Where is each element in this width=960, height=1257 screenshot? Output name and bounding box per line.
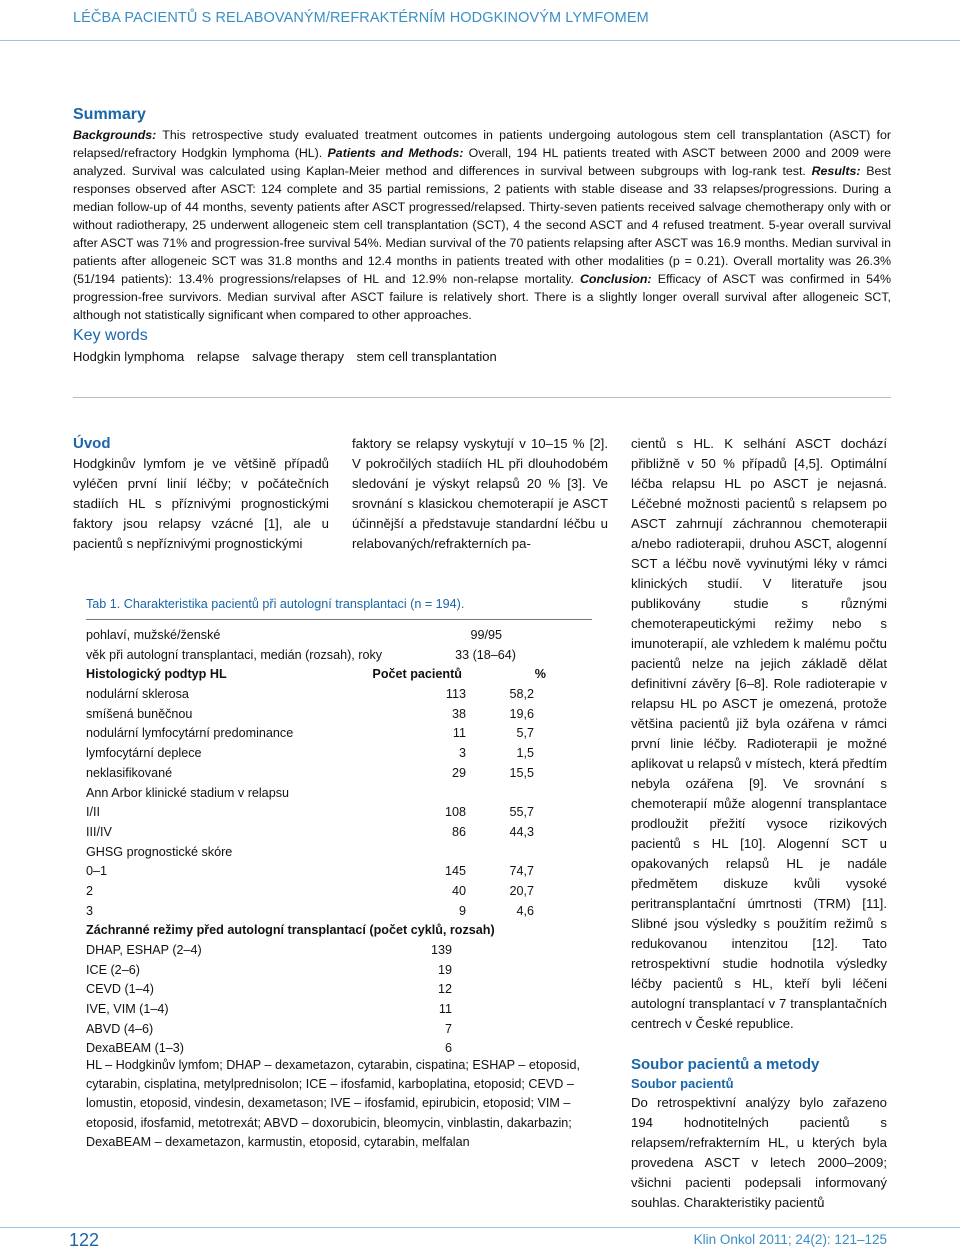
- table-row: [86, 803, 606, 823]
- table-row: [86, 941, 606, 961]
- row-label: III/IV: [86, 824, 112, 839]
- table-row: [86, 646, 606, 666]
- keyword: salvage therapy: [252, 349, 344, 364]
- row-percent: 55,7: [509, 805, 534, 820]
- row-label: ICE (2–6): [86, 962, 140, 977]
- table-row: [86, 724, 606, 744]
- row-percent: 15,5: [509, 765, 534, 780]
- group-label: Záchranné režimy před autologní transplantací (počet cyklů, rozsah): [86, 923, 495, 938]
- group-label: GHSG prognostické skóre: [86, 844, 233, 859]
- methods-section-title: Soubor pacientů a metody: [631, 1056, 820, 1073]
- text-column-2: [352, 434, 608, 554]
- keywords-section: [73, 327, 891, 364]
- table-row: [86, 961, 606, 981]
- row-percent: 1,5: [516, 746, 534, 761]
- header-rule: [0, 40, 960, 41]
- keywords-list: [73, 349, 891, 364]
- row-count: 139: [430, 943, 452, 957]
- summary-section: [73, 106, 891, 324]
- row-label: IVE, VIM (1–4): [86, 1002, 169, 1017]
- running-title: LÉČBA PACIENTŮ S RELABOVANÝM/REFRAKTÉRNÍM HODGKINOVÝM LYMFOMEM: [73, 10, 649, 26]
- summary-body: [73, 126, 891, 324]
- table-rule: [86, 619, 592, 620]
- row-percent: 20,7: [509, 883, 534, 898]
- table-group-row: [86, 784, 606, 804]
- table-footnote: HL – Hodgkinův lymfom; DHAP – dexametazon, cytarabin, cispatina; ESHAP – etoposid, cytarabin, cisplatina, metylprednisolon; ICE – ifosfamid, karboplatina, etoposid; CEVD – lomustin, etoposid, vindesin, dexametason; IVE – ifosfamid, epirubicin, etoposid; VIM – etoposid, ifosfamid, metotrexát; ABVD – doxorubicin, bleomycin, vinblastin, dakarbazin; DexaBEAM – dexametazon, karmustin, etoposid, cytarabin, melfalan: [86, 1058, 580, 1149]
- row-label: DexaBEAM (1–3): [86, 1041, 184, 1056]
- row-count: 38: [451, 706, 466, 721]
- intro-text-3: cientů s HL. K selhání ASCT dochází přibližně v 50 % případů [4,5]. Optimální léčba relapsu HL po ASCT je nejasná. Léčebné možnosti pacientů s relapsem po ASCT zahrnují záchrannou chemoterapii a/nebo radioterapii, druhou ASCT, alogenní SCT a léčbu nově vyvinutými léky v rámci klinických studií. V literatuře jsou publikovány studie s různými chemoterapeutickými režimy nebo s imunoterapií, ale vzhledem k malému počtu pacientů nelze na jejich základě dělat definitivní závěry [6–8]. Role radioterapie v relapsu HL po ASCT je omezená, protože většina pacientů již byla ozářena v rámci první linie léčby. Radioterapii je možné aplikovat u relapsů v místech, která předtím nebyla ozářena [9]. Ve srovnání s chemoterapií může alogenní transplantace prodloužit přežití vysoce rizikových pacientů s HL [10]. Alogenní SCT u opakovaných relapsů HL je nadále předmětem diskuze kvůli vysoké peritransplantační úmrtnosti (TRM) [11]. Slibné jsou výsledky s použitím režimů s redukovanou intenzitou [12]. Tato retrospektivní studie hodnotila výsledky léčby pacientů s HL, kteří byli léčeni autologní transplantací v 7 transplantačních centrech v České republice.: [631, 436, 887, 1031]
- methods-section-text: Do retrospektivní analýzy bylo zařazeno 194 hodnotitelných pacientů s relapsem/refrakterním HL, u kterých byla provedena ASCT v letech 2000–2009; všichni pacienti podepsali informovaný souhlas. Charakteristiky pacientů: [631, 1095, 887, 1210]
- header-cell: Počet pacientů: [372, 667, 462, 682]
- row-label: neklasifikované: [86, 765, 173, 780]
- header-cell: Histologický podtyp HL: [86, 667, 227, 682]
- row-percent: 5,7: [516, 726, 534, 741]
- footer-rule: [0, 1227, 960, 1228]
- summary-title: Summary: [73, 106, 146, 123]
- backgrounds-label: Backgrounds:: [73, 128, 157, 142]
- row-label: I/II: [86, 805, 100, 820]
- table-row: [86, 1000, 606, 1020]
- row-label: 2: [86, 883, 94, 898]
- table-1: [73, 586, 613, 1182]
- table-row: [86, 882, 606, 902]
- text-column-3: [631, 434, 887, 1213]
- row-label: 0–1: [86, 864, 108, 879]
- table-row: [86, 902, 606, 922]
- table-caption: Tab 1. Charakteristika pacientů při autologní transplantaci (n = 194).: [86, 597, 465, 611]
- row-value: 99/95: [470, 628, 502, 642]
- methods-label: Patients and Methods:: [327, 146, 464, 160]
- row-count: 40: [451, 883, 466, 898]
- row-count: 86: [451, 824, 466, 839]
- table-row: [86, 862, 606, 882]
- keyword: Hodgkin lymphoma: [73, 349, 185, 364]
- row-label: smíšená buněčnou: [86, 706, 193, 721]
- header-cell: %: [534, 667, 546, 682]
- group-label: Ann Arbor klinické stadium v relapsu: [86, 785, 289, 800]
- methods-text: Overall, 194 HL patients treated with ASCT between 2000 and 2009 were analyzed. Survival was calculated using Kaplan-Meier method and differences in survival between subgroups with log-rank test.: [73, 146, 891, 178]
- row-count: 3: [458, 746, 466, 761]
- table-row: [86, 980, 606, 1000]
- row-percent: 74,7: [509, 864, 534, 879]
- row-count: 145: [444, 864, 466, 879]
- table-row: [86, 823, 606, 843]
- row-label: nodulární sklerosa: [86, 687, 189, 702]
- table-row: [86, 764, 606, 784]
- results-label: Results:: [811, 164, 861, 178]
- intro-text-2: faktory se relapsy vyskytují v 10–15 % [2]. V pokročilých stadiích HL při dlouhodobém sledování je výskyt relapsů 20 % [3]. Ve srovnání s klasickou chemoterapií je ASCT účinnější a představuje standardní léčbu u relabovaných/refrakterních pa-: [352, 436, 608, 551]
- table-row: [86, 705, 606, 725]
- table-body: [86, 626, 606, 1059]
- row-label: ABVD (4–6): [86, 1021, 154, 1036]
- row-count: 113: [445, 687, 466, 702]
- text-column-1: [73, 434, 329, 554]
- section-divider: [73, 397, 891, 398]
- row-percent: 58,2: [509, 687, 534, 702]
- table-row: [86, 744, 606, 764]
- row-percent: 4,6: [516, 903, 534, 918]
- row-count: 11: [452, 726, 466, 741]
- row-count: 19: [437, 962, 452, 977]
- conclusion-label: Conclusion:: [579, 272, 652, 286]
- row-label: 3: [86, 903, 94, 918]
- row-count: 9: [458, 903, 466, 918]
- row-percent: 44,3: [509, 824, 534, 839]
- intro-title: Úvod: [73, 435, 111, 452]
- table-header-row: [86, 665, 606, 685]
- keyword: stem cell transplantation: [356, 349, 497, 364]
- row-label: pohlaví, mužské/ženské: [86, 628, 221, 642]
- page-number: 122: [69, 1230, 100, 1250]
- conclusion-text: Efficacy of ASCT was confirmed in 54% progression-free survivors. Median survival after ASCT failure is relatively short. There is a slightly longer overall survival after allogeneic SCT, although not statistically significant when compared to other approaches.: [73, 272, 891, 322]
- table-group-row: [86, 843, 606, 863]
- journal-reference: Klin Onkol 2011; 24(2): 121–125: [693, 1232, 887, 1247]
- methods-section-subtitle: Soubor pacientů: [631, 1076, 734, 1091]
- keyword: relapse: [196, 349, 240, 364]
- row-count: 7: [444, 1021, 452, 1036]
- table-row: [86, 685, 606, 705]
- row-label: lymfocytární deplece: [86, 746, 202, 761]
- row-count: 108: [444, 805, 466, 820]
- table-row: [86, 626, 606, 646]
- row-count: 6: [444, 1041, 452, 1056]
- row-count: 11: [438, 1002, 452, 1017]
- table-group-row: [86, 921, 606, 941]
- table-row: [86, 1020, 606, 1040]
- row-count: 12: [437, 982, 452, 997]
- row-label: CEVD (1–4): [86, 982, 154, 997]
- results-text: Best responses observed after ASCT: 124 complete and 35 partial remissions, 2 patients with stable disease and 33 relapses/progressions. During a median follow-up of 44 months, seventy patients after ASCT progressed/relapsed. Thirty-seven patients received salvage chemotherapy only with or without radiotherapy, 25 underwent allogeneic stem cell transplantation (SCT), 4 the second ASCT and 4 refused treatment. 5-year overall survival after ASCT was 71% and progression-free survival 54%. Median survival of the 70 patients relapsing after ASCT was 16.9 months. Median survival in patients after allogeneic SCT was 31.8 months and 12.4 months in patients treated with other modalities (p = 0.21). Overall mortality was 26.3% (51/194 patients): 13.4% progressions/relapses of HL and 12.9% non-relapse mortality.: [73, 164, 891, 286]
- row-label: věk při autologní transplantaci, medián (rozsah), roky: [86, 647, 383, 662]
- intro-text-1: Hodgkinův lymfom je ve většině případů vyléčen první linií léčby; v počátečních stadiích HL s příznivými prognostickými faktory jsou relapsy vzácné [1], ale u pacientů s nepříznivými prognostickými: [73, 456, 329, 551]
- backgrounds-text: This retrospective study evaluated treatment outcomes in patients undergoing autologous stem cell transplantation (ASCT) for relapsed/refractory Hodgkin lymphoma (HL).: [73, 128, 892, 160]
- keywords-title: Key words: [73, 327, 148, 344]
- row-label: DHAP, ESHAP (2–4): [86, 943, 202, 957]
- row-percent: 19,6: [509, 706, 534, 721]
- row-count: 29: [451, 765, 466, 780]
- row-label: nodulární lymfocytární predominance: [86, 726, 294, 741]
- row-value: 33 (18–64): [455, 647, 516, 662]
